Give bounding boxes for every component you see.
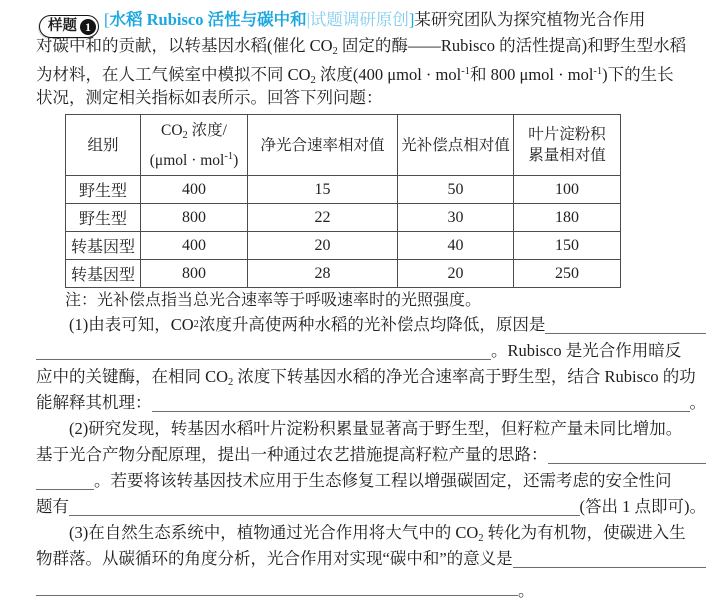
q1-text-4a: 能解释其机理： (36, 393, 152, 412)
intro-text-3a: 为材料，在人工气候室中模拟不同 CO (36, 65, 311, 84)
q1-text-3b: 浓度下转基因水稻的净光合速率高于野生型，结合 Rubisco 的功 (233, 367, 696, 386)
intro-line-4 (36, 85, 706, 111)
q2-text-2a: 基于光合产物分配原理，提出一种通过农艺措施提高籽粒产量的思路： (36, 445, 548, 464)
cell-co2: 400 (141, 176, 248, 204)
q1-text-2: 。Rubisco 是光合作用暗反 (491, 341, 682, 360)
exponent-superscript: -1 (224, 150, 234, 162)
header-co2-d: ) (233, 151, 239, 169)
cell-group: 野生型 (66, 204, 141, 232)
intro-text-1: 某研究团队为探究植物光合作用 (414, 10, 646, 29)
q3-line-3 (36, 581, 706, 600)
intro-text-2a: 对碳中和的贡献，以转基因水稻(催化 CO (36, 36, 333, 55)
intro-line-1 (36, 7, 706, 33)
q3-text-1a: (3)在自然生态系统中，植物通过光合作用将大气中的 CO (69, 523, 479, 542)
answer-blank (152, 408, 690, 412)
header-net-photosynthesis: 净光合速率相对值 (248, 115, 398, 176)
badge-number: 1 (80, 19, 96, 35)
header-co2-a: CO (161, 121, 183, 139)
answer-blank (545, 330, 706, 334)
cell-starch: 180 (514, 204, 621, 232)
table-row (66, 232, 621, 260)
q3-text-1b: 转化为有机物，使碳进入生 (483, 523, 686, 542)
q2-text-1: (2)研究发现，转基因水稻叶片淀粉积累量显著高于野生型，但籽粒产量未同比增加。 (69, 419, 683, 438)
q3-line-1 (36, 520, 706, 546)
topic-source: 试题调研原创 (309, 10, 409, 29)
cell-starch: 100 (514, 176, 621, 204)
intro-paragraph (36, 7, 706, 111)
q1-line-4 (36, 390, 706, 416)
cell-co2: 800 (141, 260, 248, 288)
cell-starch: 150 (514, 232, 621, 260)
co2-subscript: 2 (193, 319, 199, 330)
cell-group: 野生型 (66, 176, 141, 204)
cell-starch: 250 (514, 260, 621, 288)
co2-subscript: 2 (182, 129, 188, 141)
question-2 (36, 416, 706, 520)
cell-light: 30 (398, 204, 514, 232)
answer-blank (69, 512, 580, 516)
answer-blank (513, 564, 706, 568)
cell-photo: 28 (248, 260, 398, 288)
intro-text-2b: 固定的酶——Rubisco 的活性提高)和野生型水稻 (337, 36, 687, 55)
co2-subscript: 2 (310, 75, 316, 86)
cell-light: 50 (398, 176, 514, 204)
topic-bracket-close-icon: ] (408, 10, 415, 29)
answer-blank (548, 460, 707, 464)
header-co2 (141, 115, 248, 176)
results-table (65, 114, 621, 288)
co2-subscript: 2 (332, 46, 338, 57)
q2-line-1 (36, 416, 706, 442)
cell-light: 40 (398, 232, 514, 260)
intro-text-3c: 和 800 μmol · mol (469, 65, 594, 84)
header-light-compensation: 光补偿点相对值 (398, 115, 514, 176)
cell-photo: 15 (248, 176, 398, 204)
topic-divider: | (306, 10, 310, 29)
q2-line-2 (36, 442, 706, 468)
cell-photo: 22 (248, 204, 398, 232)
answer-blank (36, 356, 491, 360)
cell-co2: 400 (141, 232, 248, 260)
q3-line-2 (36, 546, 706, 572)
q1-line-1 (36, 312, 706, 338)
intro-text-3d: )下的生长 (602, 65, 674, 84)
intro-text-4: 状况，测定相关指标如表所示。回答下列问题： (36, 88, 383, 107)
header-co2-unit: (μmol · mol (149, 151, 225, 169)
table-row (66, 204, 621, 232)
intro-line-2 (36, 33, 706, 59)
badge-label: 样题 (48, 18, 77, 34)
exponent-superscript: -1 (593, 66, 603, 77)
table-header-row (66, 115, 621, 176)
table-row (66, 176, 621, 204)
q2-line-3 (36, 468, 706, 494)
header-co2-b: 浓度/ (187, 121, 227, 139)
co2-subscript: 2 (228, 377, 234, 388)
answer-blank (36, 592, 518, 596)
answer-blank (36, 486, 94, 490)
q1-text-1b: 浓度升高使两种水稻的光补偿点均降低，原因是 (198, 315, 546, 334)
q3-text-2a: 物群落。从碳循环的角度分析，光合作用对实现“碳中和”的意义是 (36, 549, 513, 568)
topic-title: 水稻 Rubisco 活性与碳中和 (109, 10, 307, 29)
table-row (66, 260, 621, 288)
q1-text-3a: 应中的关键酶，在相同 CO (36, 367, 229, 386)
exponent-superscript: -1 (461, 66, 470, 77)
topic-bracket-open-icon: [ (104, 10, 110, 29)
q2-text-3: 。若要将该转基因技术应用于生态修复工程以增强碳固定，还需考虑的安全性问 (94, 471, 672, 490)
cell-group: 转基因型 (66, 260, 141, 288)
q1-text-4b: 。 (689, 393, 706, 412)
q1-line-3 (36, 364, 706, 390)
header-starch (514, 115, 621, 176)
table-note: 注：光补偿点指当总光合速率等于呼吸速率时的光照强度。 (65, 292, 482, 309)
cell-group: 转基因型 (66, 232, 141, 260)
q1-line-2 (36, 338, 706, 364)
question-1 (36, 312, 706, 416)
q1-text-1a: (1)由表可知，CO (69, 315, 194, 334)
header-starch-1: 叶片淀粉积 (528, 126, 606, 143)
header-starch-2: 累量相对值 (528, 147, 606, 164)
q2-text-4b: (答出 1 点即可)。 (579, 497, 706, 516)
q2-line-4 (36, 494, 706, 520)
cell-co2: 800 (141, 204, 248, 232)
q3-text-3: 。 (518, 581, 535, 600)
cell-light: 20 (398, 260, 514, 288)
header-group: 组别 (66, 115, 141, 176)
intro-line-3 (36, 59, 706, 85)
q2-text-4a: 题有 (36, 497, 69, 516)
cell-photo: 20 (248, 232, 398, 260)
intro-text-3b: 浓度(400 μmol · mol (315, 65, 462, 84)
co2-subscript: 2 (478, 533, 484, 544)
